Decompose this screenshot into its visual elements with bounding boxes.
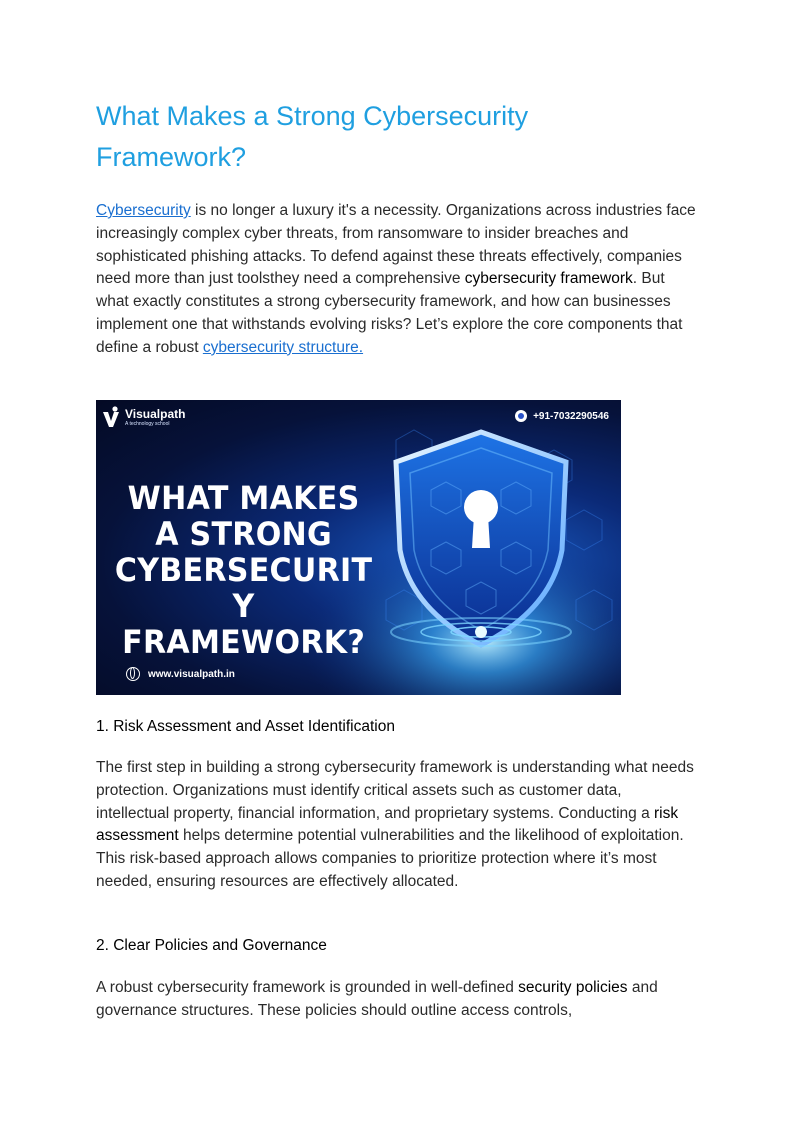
risk-assessment-paragraph	[96, 757, 698, 894]
security-policies-term: security policies	[518, 979, 628, 996]
section1-text-2: helps determine potential vulnerabilities and the likelihood of exploitation. This risk-based approach allows companies to prioritize protection where it’s most needed, ensuring resources are effectively allocated.	[96, 827, 684, 890]
policies-paragraph	[96, 977, 698, 1023]
intro-paragraph	[96, 200, 698, 360]
banner-headline: WHAT MAKES A STRONG CYBERSECURIT Y FRAMEWORK?	[114, 479, 373, 661]
brand-tagline: A technology school	[125, 420, 170, 427]
framework-term: cybersecurity framework	[464, 270, 633, 288]
globe-icon	[126, 667, 140, 681]
website-contact	[126, 667, 235, 681]
intro-text-2: . But what exactly constitutes a strong cybersecurity framework, and how can businesses implement one that withstands evolving risks? Let’s explore the core components that define a robust	[96, 270, 683, 356]
website-url: www.visualpath.in	[148, 668, 235, 680]
brand-name: Visualpath	[125, 406, 186, 421]
section-heading-policies-governance: 2. Clear Policies and Governance	[96, 937, 327, 954]
section2-text-1: A robust cybersecurity framework is grounded in well-defined	[96, 979, 519, 996]
section2-text-2: and governance structures. These policies should outline access controls,	[96, 979, 658, 1019]
intro-text-1: is no longer a luxury it's a necessity. Organizations across industries face increasingly complex cyber threats, from ransomware to insider breaches and sophisticated phishing attacks. To defend against these threats effectively, companies need more than just toolsthey need a comprehensive	[96, 202, 696, 288]
phone-contact	[515, 410, 609, 422]
visualpath-logo-icon	[102, 406, 120, 428]
cybersecurity-link[interactable]: Cybersecurity	[96, 202, 191, 219]
phone-number: +91-7032290546	[533, 410, 609, 422]
cybersecurity-structure-link[interactable]: cybersecurity structure.	[202, 338, 364, 356]
section1-text-1: The first step in building a strong cybersecurity framework is understanding what needs protection. Organizations must identify critical assets such as customer data, intellectual property, financial information, and proprietary systems. Conducting a	[96, 759, 694, 822]
article-banner-image	[96, 400, 621, 695]
phone-icon	[515, 410, 527, 422]
page-title: What Makes a Strong Cybersecurity Framework?	[96, 101, 529, 172]
visualpath-logo	[102, 406, 185, 428]
section-heading-risk-assessment: 1. Risk Assessment and Asset Identification	[96, 718, 395, 735]
risk-assessment-term: risk assessment	[96, 804, 679, 845]
